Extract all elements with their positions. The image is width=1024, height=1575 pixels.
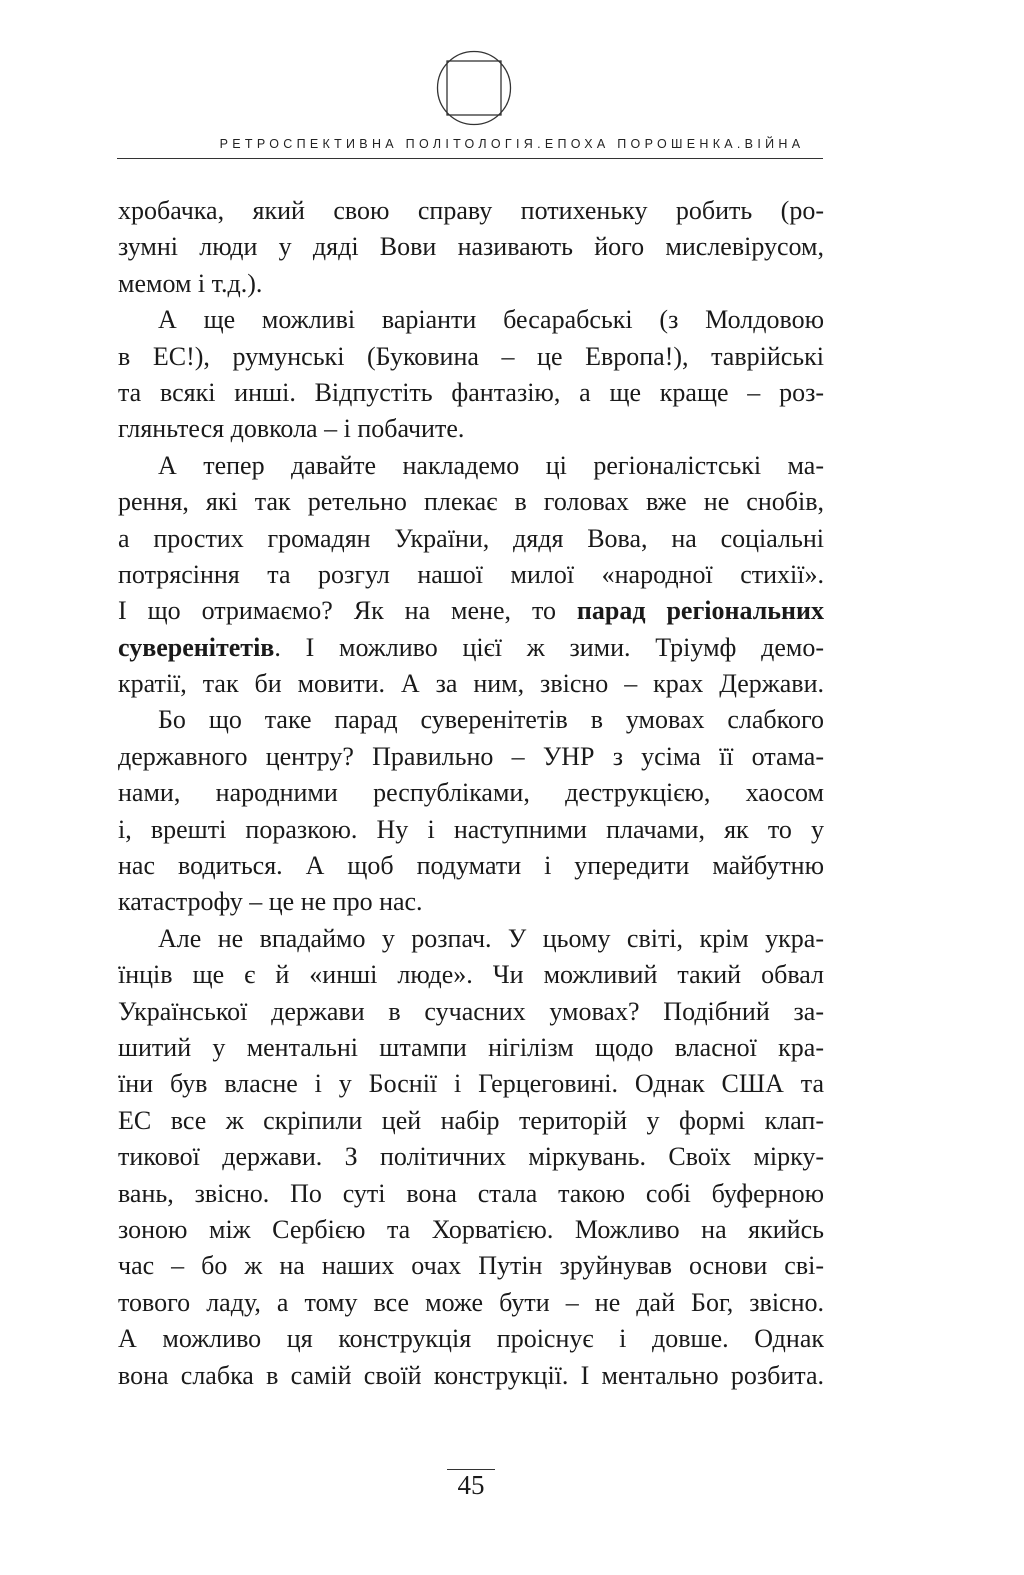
text-line: ЕС все ж скріпили цей набір територій у формі клап- bbox=[118, 1105, 824, 1135]
text-line: вона слабка в самій своїй конструкції. І ментально розбита. bbox=[118, 1360, 824, 1390]
text-line: тикової держави. З політичних міркувань. Своїх мірку- bbox=[118, 1142, 824, 1172]
text-line: хробачка, який свою справу потихеньку робить (ро- bbox=[118, 196, 824, 225]
paragraph-first-line: А тепер давайте накладемо ці регіоналістські ма- bbox=[158, 450, 824, 480]
text-line: потрясіння та розгул нашої милої «народної стихії». bbox=[118, 559, 824, 589]
text-line: мемом і т.д.). bbox=[118, 268, 263, 298]
circle-inscribed-square-icon bbox=[436, 50, 512, 126]
text-line: зумні люди у дяді Вови називають його мислевірусом, bbox=[118, 232, 824, 262]
text-line: А можливо ця конструкція проіснує і довше. Однак bbox=[118, 1324, 824, 1354]
text-line: час – бо ж на наших очах Путін зруйнував основи сві- bbox=[118, 1251, 824, 1281]
text-line: та всякі инші. Відпустіть фантазію, а ще краще – роз- bbox=[118, 377, 824, 407]
text-run: І що отримаємо? Як на мене, то bbox=[118, 596, 577, 626]
page-number: 45 bbox=[457, 1470, 485, 1500]
text-line: їнців ще є й «инші люде». Чи можливий такий обвал bbox=[118, 960, 824, 990]
bold-phrase: парад регіональних bbox=[576, 596, 824, 626]
text-line: їни був власне і у Боснії і Герцеговині. Однак США та bbox=[118, 1069, 824, 1099]
text-line: вань, звісно. По суті вона стала такою собі буферною bbox=[118, 1178, 824, 1208]
running-header-title: РЕТРОСПЕКТИВНА ПОЛІТОЛОГІЯ.ЕПОХА ПОРОШЕНКА.ВІЙНА bbox=[219, 137, 805, 151]
paragraph-first-line: Але не впадаймо у розпач. У цьому світі, крім укра- bbox=[158, 923, 824, 953]
text-line: рення, які так ретельно плекає в головах вже не снобів, bbox=[118, 487, 824, 517]
text-line: а простих громадян України, дядя Вова, на соціальні bbox=[118, 523, 824, 553]
paragraph-first-line: А ще можливі варіанти бесарабські (з Молдовою bbox=[158, 305, 824, 335]
text-line bbox=[118, 593, 824, 629]
body-text bbox=[118, 193, 824, 1394]
text-run: . І можливо цієї ж зими. Тріумф демо- bbox=[274, 632, 824, 662]
text-line: державного центру? Правильно – УНР з усіма її отама- bbox=[118, 741, 824, 771]
text-line: і, врешті поразкою. Ну і наступними плачами, як то у bbox=[118, 814, 824, 844]
text-line: нас водиться. А щоб подумати і упередити майбутню bbox=[118, 851, 824, 881]
header-rule bbox=[117, 158, 823, 159]
text-line: нами, народними республіками, деструкцією, хаосом bbox=[118, 778, 824, 808]
bold-phrase: суверенітетів bbox=[118, 632, 275, 662]
text-line: тового ладу, а тому все може бути – не дай Бог, звісно. bbox=[118, 1287, 824, 1317]
text-line: гляньтеся довкола – і побачите. bbox=[118, 414, 465, 444]
text-line: в ЕС!), румунські (Буковина – це Европа!), таврійські bbox=[118, 341, 824, 371]
text-line: кратії, так би мовити. А за ним, звісно – крах Держави. bbox=[118, 669, 824, 699]
text-line: Української держави в сучасних умовах? Подібний за- bbox=[118, 996, 824, 1026]
text-line: зоною між Сербією та Хорватією. Можливо на якийсь bbox=[118, 1214, 824, 1244]
text-line bbox=[118, 630, 824, 666]
paragraph-first-line: Бо що таке парад суверенітетів в умовах слабкого bbox=[158, 705, 824, 735]
text-line: шитий у ментальні штампи нігілізм щодо власної кра- bbox=[118, 1032, 824, 1062]
text-line: катастрофу – це не про нас. bbox=[118, 887, 423, 917]
